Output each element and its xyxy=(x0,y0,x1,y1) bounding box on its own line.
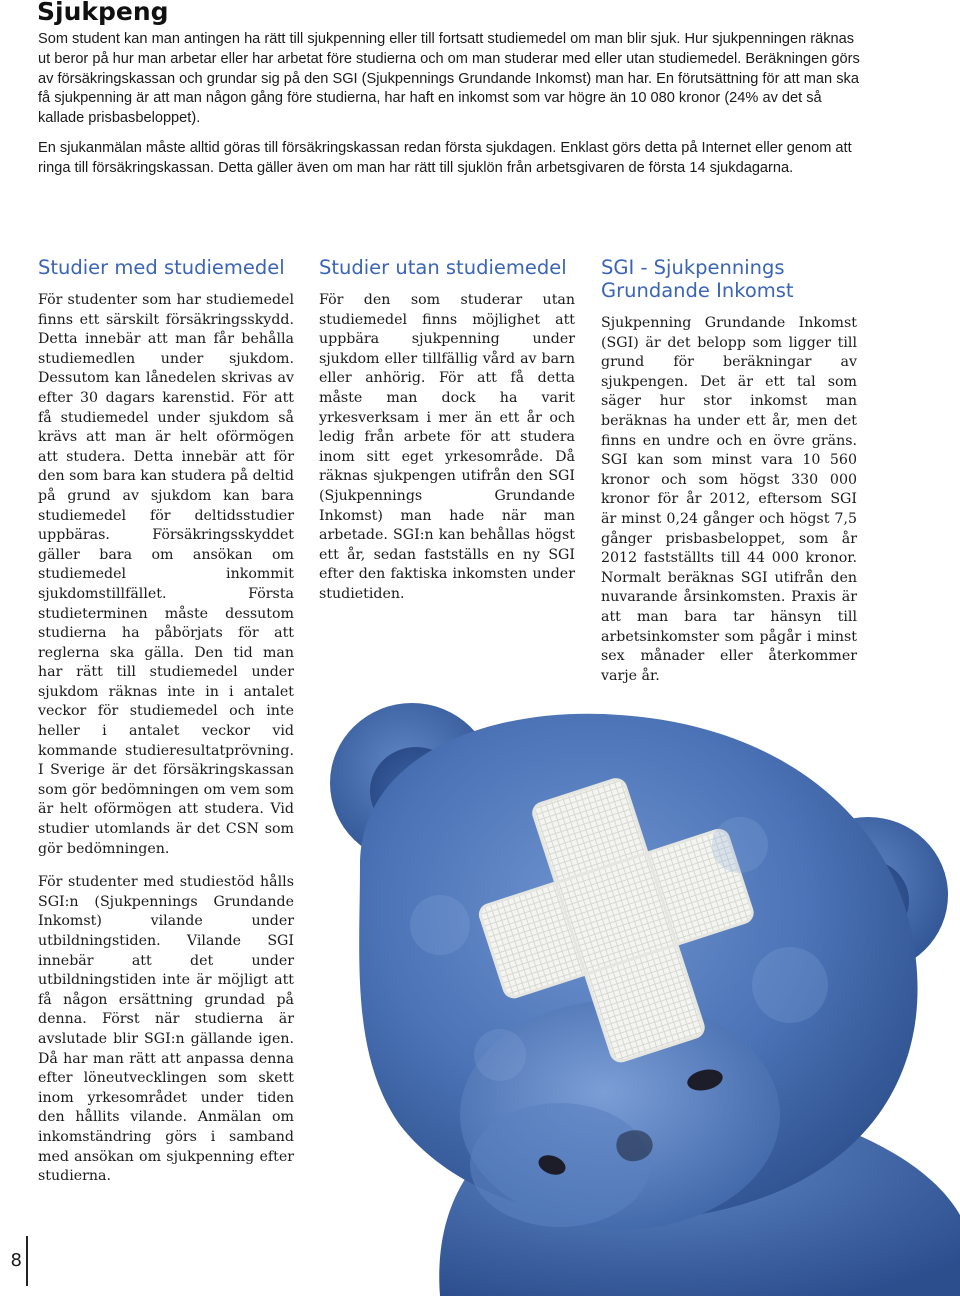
column-studier-med-studiemedel xyxy=(38,256,294,1201)
column-studier-utan-studiemedel xyxy=(319,256,575,619)
column-paragraph: För studenter med studiestöd hålls SGI:n (Sjukpennings Grundande Inkomst) vilande under utbildningstiden. Vilande SGI innebär att det under utbildningstiden inte är möjligt att få någon ersättning grundad på denna. Först när studierna är avslutade blir SGI:n gällande igen. Då har man rätt att anpassa denna efter löneutvecklingen som skett inom yrkesområdet under tiden den hållits vilande. Anmälan om inkomständring görs i samband med ansökan om sjukpenning efter studierna. xyxy=(38,874,294,1185)
page-title: Sjukpeng xyxy=(37,0,169,26)
intro-section xyxy=(38,30,860,189)
column-heading: Studier utan studiemedel xyxy=(319,256,567,279)
column-paragraph: För den som studerar utan studiemedel finns möjlighet att uppbära sjukpenning under sjukdom eller tillfällig vård av barn eller anhörig. För att få detta måste man dock ha varit yrkesverksam i mer än ett år och ledig från arbete för att studera inom sitt eget yrkesområde. Då räknas sjukpengen utifrån den SGI (Sjukpennings Grundande Inkomst) man hade när man arbetade. SGI:n kan behållas högst ett år, sedan fastställs en ny SGI efter den faktiska inkomsten under studietiden. xyxy=(319,292,575,602)
column-sgi xyxy=(601,256,857,700)
column-paragraph: För studenter som har studiemedel finns ett särskilt försäkringsskydd. Detta innebär att man får behålla studiemedlen under sjukdom. Dessutom kan lånedelen skrivas av efter 30 dagars karenstid. För att få studiemedel under sjukdom så krävs att man är helt oförmögen att studera. Detta innebär att för den som bara kan studera på deltid på grund av sjukdom kan bara studiemedel för deltidsstudier uppbäras. Försäkringsskyddet gäller bara om ansökan om studiemedel inkommit sjukdomstillfället. Första studieterminen måste dessutom studierna ha påbörjats för att reglerna ska gälla. Den tid man har rätt till studiemedel under sjukdom räknas inte in i antalet veckor för studiemedel och inte heller i antalet veckor vid kommande studieresultatprövning. I Sverige är det försäkringskassan som gör bedömningen om vem som är helt oförmögen att studera. Vid studier utomlands är det CSN som gör bedömningen. xyxy=(38,292,294,857)
intro-paragraph: En sjukanmälan måste alltid göras till försäkringskassan redan första sjukdagen. Enklast görs detta på Internet eller genom att ringa till försäkringskassan. Detta gäller även om man har rätt till sjuklön från arbetsgivaren de första 14 sjukdagarna. xyxy=(38,139,852,176)
column-heading: SGI - Sjukpennings Grundande Inkomst xyxy=(601,256,794,302)
column-paragraph: Sjukpenning Grundande Inkomst (SGI) är det belopp som ligger till grund för beräkningar av sjukpengen. Det är ett tal som säger hur stor inkomst man beräknas ha under ett år, men det finns en undre och en övre gräns. SGI kan som minst vara 10 560 kronor och som högst 330 000 kronor för år 2012, eftersom SGI är minst 0,24 gånger och högst 7,5 gånger prisbasbeloppet, som år 2012 fastställts till 44 000 kronor. Normalt beräknas SGI utifrån den nuvarande årsinkomsten. Praxis är att man bara tar hänsyn till arbetsinkomster som pågår i minst sex månader eller återkommer varje år. xyxy=(601,315,857,684)
column-heading: Studier med studiemedel xyxy=(38,256,285,279)
page-number: 8 xyxy=(0,1236,28,1286)
intro-paragraph: Som student kan man antingen ha rätt till sjukpenning eller till fortsatt studiemedel om man blir sjuk. Hur sjukpenningen räknas ut beror på hur man arbetar eller har arbetat före studierna och om man studerar med eller utan studiemedel. Beräkningen görs av försäkringskassan och grundar sig på den SGI (Sjukpennings Grundande Inkomst) man har. En förutsättning för att man ska få sjukpenning är att man någon gång före studierna, har haft en inkomst som var högre än 10 080 kronor (24% av det så kallade prisbasbeloppet). xyxy=(38,31,860,127)
teddy-bear-illustration xyxy=(320,695,960,1296)
